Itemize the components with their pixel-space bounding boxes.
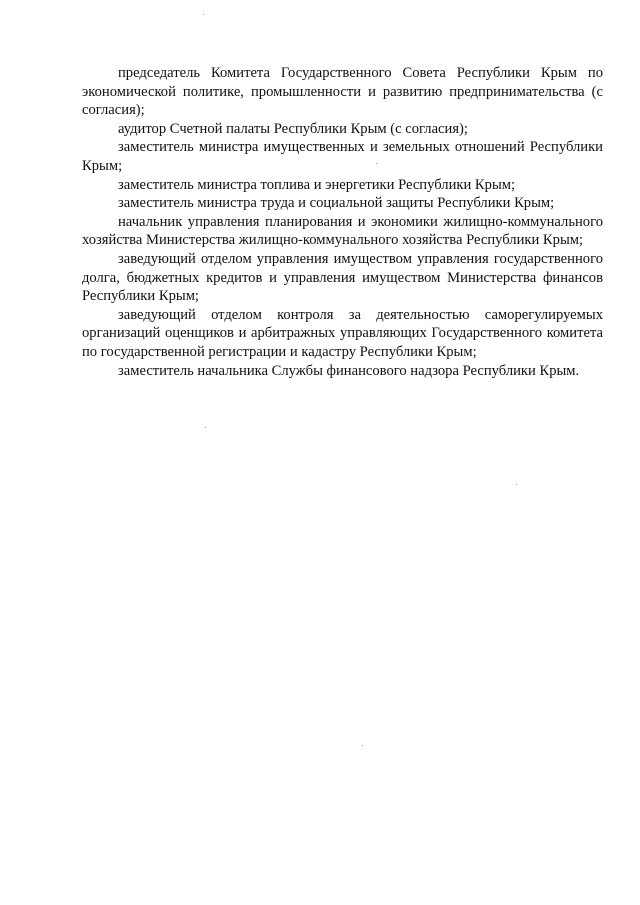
list-item: начальник управления планирования и экономики жилищно-коммунального хозяйства Министерства жилищно-коммунального хозяйства Республики Крым; (82, 213, 603, 249)
list-item: заместитель начальника Службы финансового надзора Республики Крым. (118, 362, 580, 379)
list-item: аудитор Счетной палаты Республики Крым (с согласия); (118, 120, 468, 137)
list-item: председатель Комитета Государственного Совета Республики Крым по экономической политике, промышленности и развитию предпринимательства (с согласия); (82, 65, 603, 119)
scan-speck (205, 427, 206, 428)
list-item: заведующий отделом управления имуществом управления государственного долга, бюджетных кредитов и управления имуществом Министерства финансов Республики Крым; (82, 250, 603, 305)
member-list (82, 64, 603, 380)
scan-speck (376, 163, 377, 164)
list-item: заведующий отделом контроля за деятельностью саморегулируемых организаций оценщиков и арбитражных управляющих Государственного комитета по государственной регистрации и кадастру Республики Крым; (82, 306, 603, 360)
list-item: заместитель министра имущественных и земельных отношений Республики Крым; (82, 139, 603, 174)
scan-speck (203, 14, 204, 15)
scan-speck (516, 484, 517, 485)
list-item: заместитель министра труда и социальной защиты Республики Крым; (118, 195, 555, 212)
list-item: заместитель министра топлива и энергетики Республики Крым; (118, 176, 516, 193)
scan-speck (362, 745, 363, 746)
